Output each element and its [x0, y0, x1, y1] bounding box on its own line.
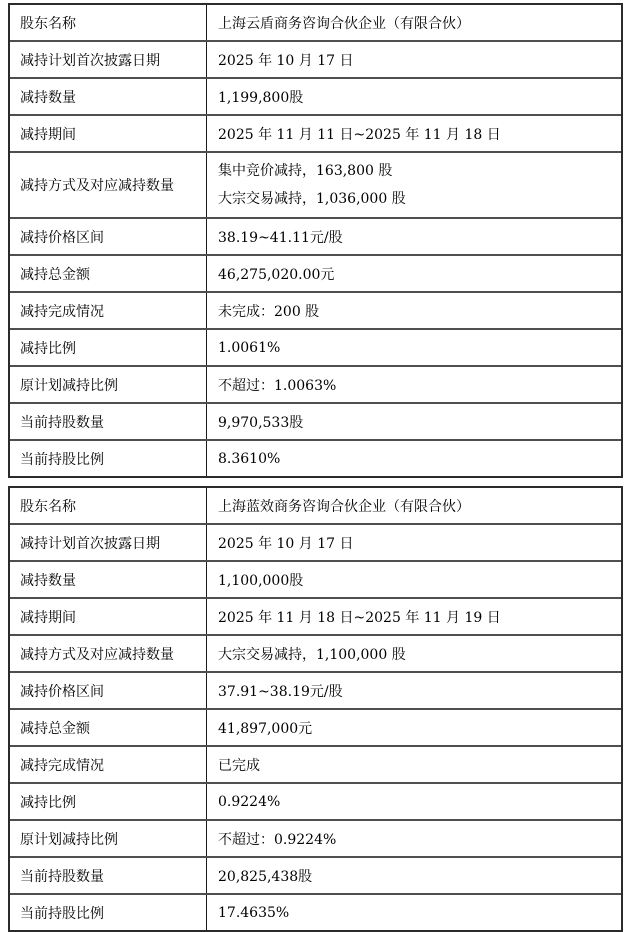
row-value: 38.19~41.11元/股	[218, 229, 343, 246]
row-value: 46,275,020.00元	[218, 266, 335, 283]
table-row	[10, 821, 621, 858]
row-value	[207, 153, 621, 217]
row-label: 减持期间	[10, 116, 207, 151]
row-label: 减持数量	[10, 562, 207, 597]
row-value: 2025 年 11 月 11 日~2025 年 11 月 18 日	[218, 126, 501, 143]
table-row	[10, 710, 621, 747]
row-label: 当前持股数量	[10, 404, 207, 439]
row-value: 2025 年 10 月 17 日	[218, 52, 354, 69]
table-row	[10, 784, 621, 821]
row-label: 原计划减持比例	[10, 367, 207, 402]
table-row	[10, 42, 621, 79]
row-value: 上海蓝效商务咨询合伙企业（有限合伙）	[218, 498, 470, 515]
table-row	[10, 525, 621, 562]
table-row	[10, 153, 621, 219]
row-value: 大宗交易减持，1,100,000 股	[218, 646, 406, 663]
row-value: 未完成：200 股	[218, 303, 320, 320]
table-row	[10, 219, 621, 256]
row-label: 减持完成情况	[10, 747, 207, 782]
table-row	[10, 79, 621, 116]
row-label: 股东名称	[10, 488, 207, 523]
row-value: 8.3610%	[218, 450, 281, 467]
shareholder-reduction-table-2	[8, 486, 623, 932]
row-value: 2025 年 10 月 17 日	[218, 535, 354, 552]
table-row	[10, 293, 621, 330]
row-value: 不超过：0.9224%	[218, 831, 337, 848]
table-row	[10, 858, 621, 895]
row-value: 37.91~38.19元/股	[218, 683, 343, 700]
row-label: 减持计划首次披露日期	[10, 525, 207, 560]
row-label: 减持计划首次披露日期	[10, 42, 207, 77]
row-label: 当前持股数量	[10, 858, 207, 893]
row-value: 0.9224%	[218, 793, 281, 810]
row-value: 已完成	[218, 757, 260, 774]
row-value-line: 大宗交易减持，1,036,000 股	[218, 191, 406, 207]
table-row	[10, 256, 621, 293]
row-value: 20,825,438股	[218, 868, 313, 885]
row-label: 减持数量	[10, 79, 207, 114]
row-label: 减持总金额	[10, 710, 207, 745]
row-label: 减持总金额	[10, 256, 207, 291]
table-row	[10, 673, 621, 710]
table-row	[10, 636, 621, 673]
row-label: 股东名称	[10, 5, 207, 40]
row-label: 减持价格区间	[10, 673, 207, 708]
table-row	[10, 404, 621, 441]
table-row	[10, 895, 621, 930]
row-label: 原计划减持比例	[10, 821, 207, 856]
row-value: 1.0061%	[218, 339, 281, 356]
row-label: 减持价格区间	[10, 219, 207, 254]
row-value: 上海云盾商务咨询合伙企业（有限合伙）	[218, 15, 470, 32]
row-label: 减持比例	[10, 330, 207, 365]
row-label: 减持期间	[10, 599, 207, 634]
row-label: 减持比例	[10, 784, 207, 819]
row-label: 当前持股比例	[10, 441, 207, 476]
row-label: 当前持股比例	[10, 895, 207, 930]
row-value: 17.4635%	[218, 904, 290, 921]
row-label: 减持完成情况	[10, 293, 207, 328]
table-row	[10, 116, 621, 153]
row-value: 41,897,000元	[218, 720, 313, 737]
row-value: 9,970,533股	[218, 414, 304, 431]
shareholder-reduction-table-1	[8, 3, 623, 478]
row-value: 1,100,000股	[218, 572, 304, 589]
table-row	[10, 330, 621, 367]
table-row	[10, 599, 621, 636]
row-value: 2025 年 11 月 18 日~2025 年 11 月 19 日	[218, 609, 501, 626]
row-value-line: 集中竞价减持，163,800 股	[218, 163, 393, 179]
table-row	[10, 5, 621, 42]
table-row	[10, 367, 621, 404]
row-value: 不超过：1.0063%	[218, 377, 337, 394]
row-label: 减持方式及对应减持数量	[10, 153, 207, 217]
table-row	[10, 747, 621, 784]
table-row	[10, 488, 621, 525]
table-row	[10, 441, 621, 476]
table-row	[10, 562, 621, 599]
row-value: 1,199,800股	[218, 89, 304, 106]
row-label: 减持方式及对应减持数量	[10, 636, 207, 671]
